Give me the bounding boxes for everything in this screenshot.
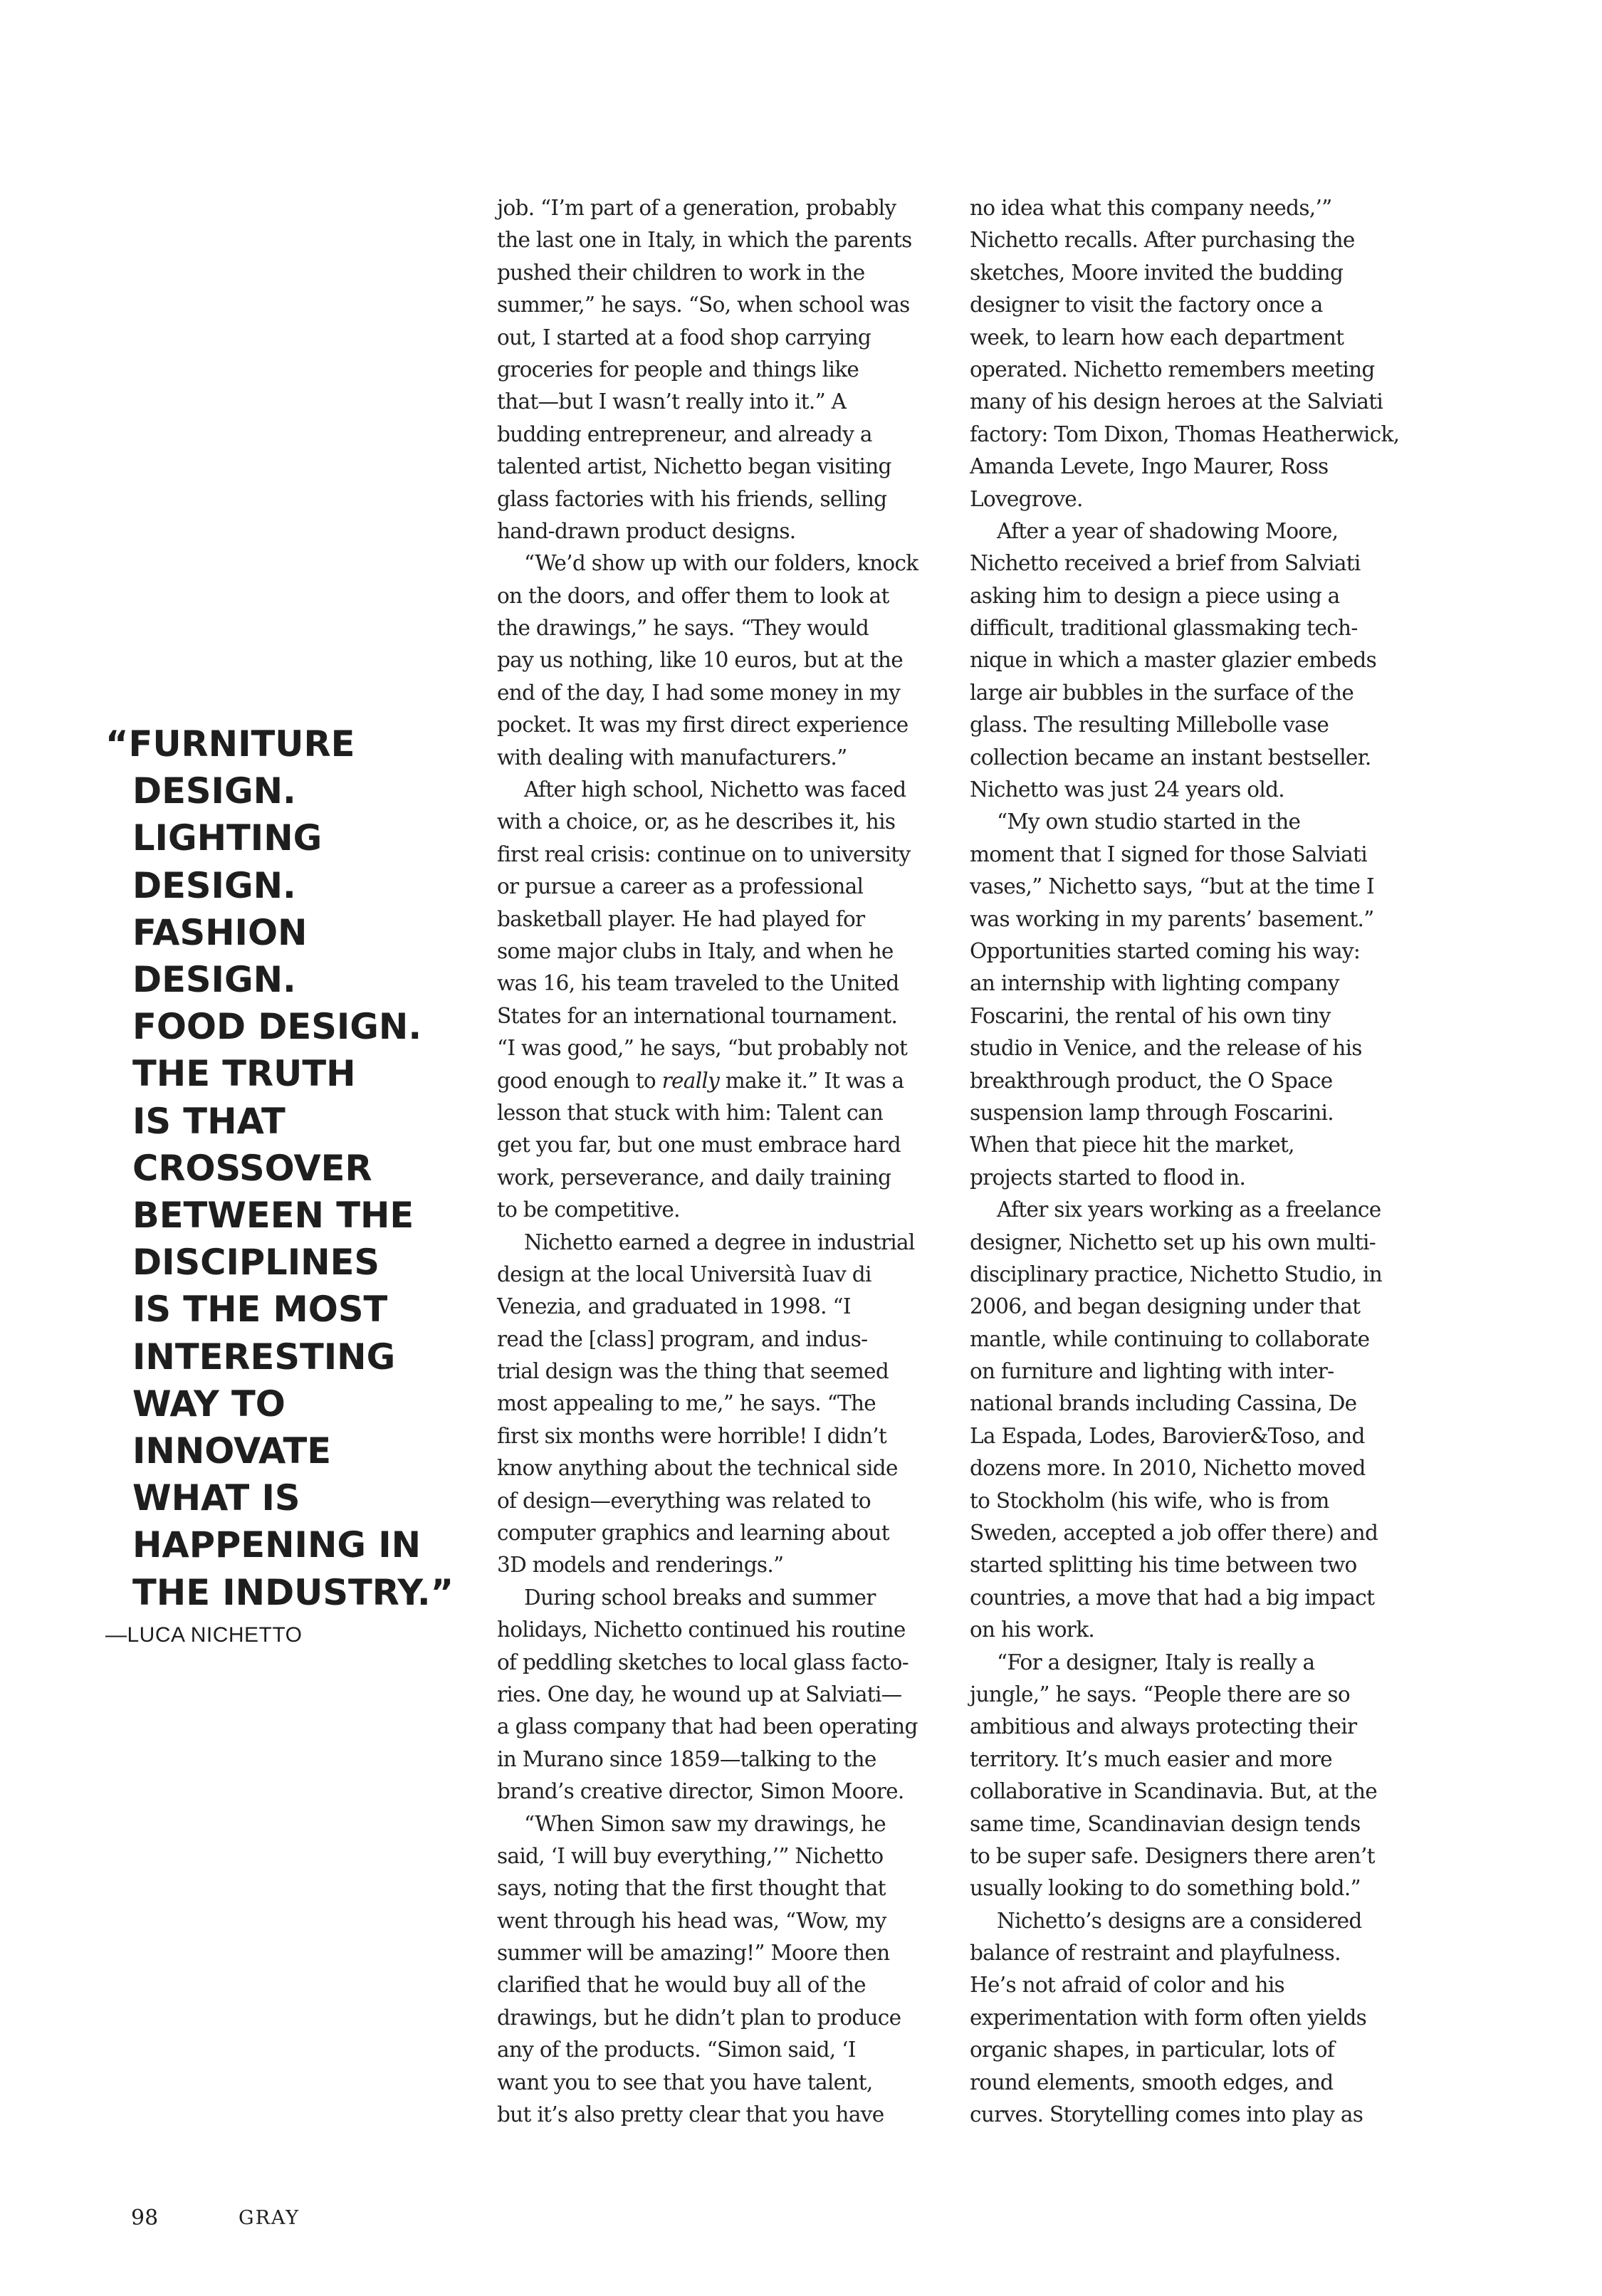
text-line: vases,” Nichetto says, “but at the time I <box>970 874 1374 899</box>
text-line: same time, Scandinavian design tends <box>970 1811 1361 1836</box>
text-line: hand-drawn product designs. <box>497 518 796 543</box>
text-line: clarified that he would buy all of the <box>497 1973 866 1998</box>
text-line: week, to learn how each department <box>970 325 1344 350</box>
text-line: 2006, and began designing under that <box>970 1294 1361 1319</box>
text-line: “When Simon saw my drawings, he <box>524 1811 886 1836</box>
text-line: La Espada, Lodes, Barovier&Toso, and <box>970 1423 1365 1448</box>
pull-quote-line: IS THAT <box>132 1100 286 1142</box>
page-number: 98 <box>131 2206 159 2231</box>
text-line: design at the local Università Iuav di <box>497 1262 871 1286</box>
text-line: the last one in Italy, in which the parents <box>497 228 912 253</box>
text-line: the drawings,” he says. “They would <box>497 616 869 641</box>
text-line: experimentation with form often yields <box>970 2005 1367 2030</box>
text-line: first six months were horrible! I didn’t <box>497 1423 887 1448</box>
text-line: on the doors, and offer them to look at <box>497 583 889 608</box>
text-line: that—but I wasn’t really into it.” A <box>497 389 847 414</box>
text-line: get you far, but one must embrace hard <box>497 1133 901 1158</box>
text-line: with a choice, or, as he describes it, his <box>497 809 896 834</box>
text-line: says, noting that the first thought that <box>497 1876 886 1901</box>
text-line: Amanda Levete, Ingo Maurer, Ross <box>970 454 1329 479</box>
text-line: holidays, Nichetto continued his routine <box>497 1618 906 1642</box>
text-line: curves. Storytelling comes into play as <box>970 2102 1363 2127</box>
text-line: studio in Venice, and the release of his <box>970 1036 1362 1061</box>
text-line: glass factories with his friends, selling <box>497 486 887 511</box>
text-line: operated. Nichetto remembers meeting <box>970 357 1375 382</box>
text-line: ambitious and always protecting their <box>970 1714 1357 1739</box>
text-line: end of the day, I had some money in my <box>497 680 901 705</box>
text-line: glass. The resulting Millebolle vase <box>970 713 1329 738</box>
text-line: budding entrepreneur, and already a <box>497 421 872 446</box>
text-line: After a year of shadowing Moore, <box>997 518 1339 543</box>
text-line: organic shapes, in particular, lots of <box>970 2038 1335 2062</box>
text-line: to Stockholm (his wife, who is from <box>970 1488 1329 1513</box>
text-line: lesson that stuck with him: Talent can <box>497 1100 883 1125</box>
text-line: pocket. It was my first direct experience <box>497 713 909 738</box>
body-column-2 <box>970 192 1420 2131</box>
text-line: When that piece hit the market, <box>970 1133 1294 1158</box>
text-line-end: make it.” It was a <box>719 1068 904 1093</box>
text-line: trial design was the thing that seemed <box>497 1359 889 1384</box>
text-line: national brands including Cassina, De <box>970 1391 1357 1416</box>
pull-quote-line: INNOVATE <box>132 1430 332 1472</box>
text-line <box>497 1065 947 1097</box>
text-line: no idea what this company needs,’” <box>970 196 1332 220</box>
text-line: breakthrough product, the O Space <box>970 1068 1333 1093</box>
text-line: many of his design heroes at the Salviati <box>970 389 1383 414</box>
text-line: difficult, traditional glassmaking tech- <box>970 616 1358 641</box>
body-column-1 <box>497 192 947 2131</box>
text-line: nique in which a master glazier embeds <box>970 648 1377 673</box>
pull-quote-line: DESIGN. <box>132 770 296 812</box>
text-line: want you to see that you have talent, <box>497 2070 873 2095</box>
text-line: started splitting his time between two <box>970 1553 1357 1578</box>
text-line: was working in my parents’ basement.” <box>970 906 1374 931</box>
text-line: job. “I’m part of a generation, probably <box>497 196 896 220</box>
text-line: went through his head was, “Wow, my <box>497 1908 886 1933</box>
text-line: projects started to flood in. <box>970 1165 1246 1190</box>
text-line: sketches, Moore invited the budding <box>970 260 1344 285</box>
text-line: summer will be amazing!” Moore then <box>497 1941 890 1966</box>
pull-quote-line: INTERESTING <box>132 1336 396 1378</box>
text-line: of design—everything was related to <box>497 1488 871 1513</box>
text-line: countries, a move that had a big impact <box>970 1585 1375 1610</box>
text-line: dozens more. In 2010, Nichetto moved <box>970 1456 1366 1481</box>
text-line: but it’s also pretty clear that you have <box>497 2102 884 2127</box>
text-line: read the [class] program, and indus- <box>497 1326 868 1351</box>
pull-quote-line: WAY TO <box>132 1383 286 1425</box>
pull-quote-line: IS THE MOST <box>132 1289 388 1331</box>
text-line: territory. It’s much easier and more <box>970 1746 1332 1771</box>
text-line: brand’s creative director, Simon Moore. <box>497 1779 904 1804</box>
text-line: States for an international tournament. <box>497 1003 898 1028</box>
pull-quote-line: THE TRUTH <box>132 1053 356 1095</box>
pull-quote-line: BETWEEN THE <box>132 1195 414 1237</box>
text-line: Lovegrove. <box>970 486 1083 511</box>
pull-quote-line: DESIGN. <box>132 959 296 1001</box>
page-footer <box>0 2206 1602 2234</box>
pull-quote-attribution: —LUCA NICHETTO <box>105 1623 303 1647</box>
text-line: Opportunities started coming his way: <box>970 938 1361 963</box>
text-line: 3D models and renderings.” <box>497 1553 784 1578</box>
text-line: suspension lamp through Foscarini. <box>970 1100 1334 1125</box>
text-line: out, I started at a food shop carrying <box>497 325 871 350</box>
text-line: basketball player. He had played for <box>497 906 865 931</box>
pull-quote-line: DISCIPLINES <box>132 1242 380 1284</box>
text-line: pushed their children to work in the <box>497 260 865 285</box>
text-line: most appealing to me,” he says. “The <box>497 1391 876 1416</box>
pull-quote-line: CROSSOVER <box>132 1147 372 1189</box>
text-line: drawings, but he didn’t plan to produce <box>497 2005 901 2030</box>
text-line: jungle,” he says. “People there are so <box>970 1682 1350 1707</box>
text-line: “My own studio started in the <box>997 809 1301 834</box>
pull-quote <box>105 720 476 1616</box>
text-line: on his work. <box>970 1618 1095 1642</box>
pull-quote-line: FOOD DESIGN. <box>132 1006 422 1048</box>
text-line: said, ‘I will buy everything,’” Nichetto <box>497 1843 884 1868</box>
text-line: summer,” he says. “So, when school was <box>497 293 910 318</box>
text-line: with dealing with manufacturers.” <box>497 745 847 770</box>
text-line: round elements, smooth edges, and <box>970 2070 1334 2095</box>
text-line: Sweden, accepted a job offer there) and <box>970 1521 1378 1546</box>
magazine-name: GRAY <box>239 2207 300 2229</box>
text-line: pay us nothing, like 10 euros, but at the <box>497 648 903 673</box>
pull-quote-line: HAPPENING IN <box>132 1524 422 1566</box>
pull-quote-line: DESIGN. <box>132 864 296 906</box>
text-line: During school breaks and summer <box>524 1585 876 1610</box>
pull-quote-line: LIGHTING <box>132 817 323 859</box>
pull-quote-line: “FURNITURE <box>105 723 355 765</box>
text-line: was 16, his team traveled to the United <box>497 971 899 996</box>
text-line: a glass company that had been operating <box>497 1714 918 1739</box>
text-line: to be super safe. Designers there aren’t <box>970 1843 1375 1868</box>
text-line: Venezia, and graduated in 1998. “I <box>497 1294 851 1319</box>
text-line: “For a designer, Italy is really a <box>997 1650 1315 1674</box>
text-line: in Murano since 1859—talking to the <box>497 1746 876 1771</box>
text-line: an internship with lighting company <box>970 971 1339 996</box>
text-line: He’s not afraid of color and his <box>970 1973 1284 1998</box>
text-line: on furniture and lighting with inter- <box>970 1359 1334 1384</box>
text-line: groceries for people and things like <box>497 357 859 382</box>
text-line: any of the products. “Simon said, ‘I <box>497 2038 856 2062</box>
text-line: first real crisis: continue on to university <box>497 842 911 866</box>
text-line: Nichetto was just 24 years old. <box>970 777 1284 802</box>
text-line: large air bubbles in the surface of the <box>970 680 1354 705</box>
text-line: balance of restraint and playfulness. <box>970 1941 1341 1966</box>
text-line: talented artist, Nichetto began visiting <box>497 454 891 479</box>
text-line: work, perseverance, and daily training <box>497 1165 891 1190</box>
text-line: collaborative in Scandinavia. But, at the <box>970 1779 1378 1804</box>
text-line: designer, Nichetto set up his own multi- <box>970 1230 1376 1254</box>
italic-emphasis: really <box>661 1068 720 1093</box>
text-line: asking him to design a piece using a <box>970 583 1340 608</box>
text-line: designer to visit the factory once a <box>970 293 1323 318</box>
text-line: Foscarini, the rental of his own tiny <box>970 1003 1331 1028</box>
text-line: some major clubs in Italy, and when he <box>497 938 894 963</box>
text-line: Nichetto recalls. After purchasing the <box>970 228 1355 253</box>
text-line: “I was good,” he says, “but probably not <box>497 1036 908 1061</box>
text-line: moment that I signed for those Salviati <box>970 842 1367 866</box>
text-line: mantle, while continuing to collaborate <box>970 1326 1370 1351</box>
text-line: Nichetto received a brief from Salviati <box>970 551 1361 576</box>
text-line: factory: Tom Dixon, Thomas Heatherwick, <box>970 421 1400 446</box>
text-line: computer graphics and learning about <box>497 1521 889 1546</box>
text-line: of peddling sketches to local glass facto- <box>497 1650 909 1674</box>
text-line: After six years working as a freelance <box>997 1197 1381 1222</box>
text-line: to be competitive. <box>497 1197 680 1222</box>
pull-quote-line: THE INDUSTRY.” <box>132 1571 454 1613</box>
text-line: Nichetto’s designs are a considered <box>997 1908 1362 1933</box>
text-line: “We’d show up with our folders, knock <box>524 551 918 576</box>
pull-quote-line: WHAT IS <box>132 1477 300 1519</box>
pull-quote-line: FASHION <box>132 911 308 953</box>
text-line: Nichetto earned a degree in industrial <box>524 1230 915 1254</box>
text-line: know anything about the technical side <box>497 1456 898 1481</box>
text-line-start: good enough to <box>497 1068 662 1093</box>
text-line: or pursue a career as a professional <box>497 874 864 899</box>
text-line: After high school, Nichetto was faced <box>524 777 906 802</box>
text-line: disciplinary practice, Nichetto Studio, in <box>970 1262 1383 1286</box>
text-line: collection became an instant bestseller. <box>970 745 1371 770</box>
text-line: usually looking to do something bold.” <box>970 1876 1361 1901</box>
text-line: ries. One day, he wound up at Salviati— <box>497 1682 902 1707</box>
